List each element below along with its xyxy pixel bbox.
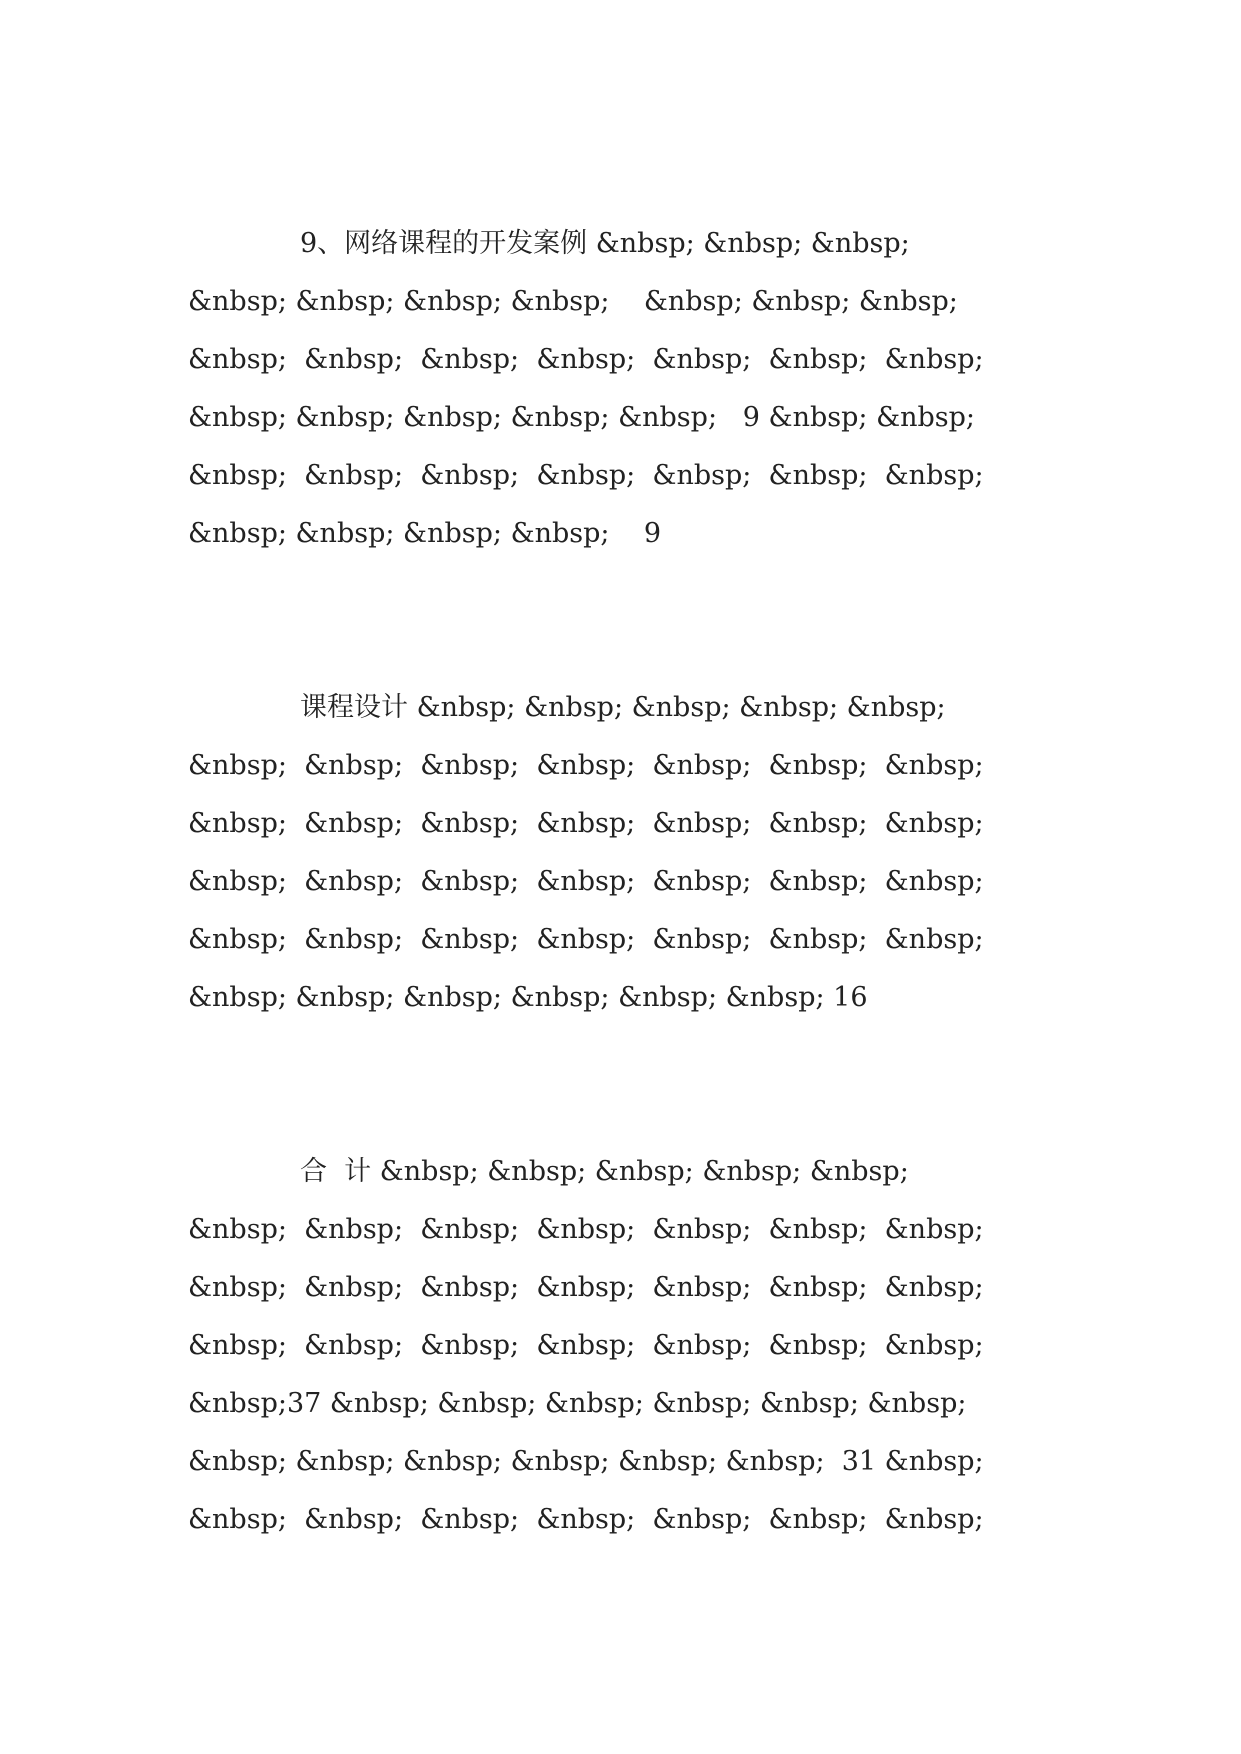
text-line: &nbsp; &nbsp; &nbsp; &nbsp; &nbsp; &nbsp; &nbsp; bbox=[188, 1214, 984, 1245]
text-line: &nbsp; &nbsp; &nbsp; &nbsp; &nbsp; &nbsp; 31 &nbsp; bbox=[188, 1446, 984, 1477]
paragraph-course-design bbox=[188, 679, 1068, 1027]
text-line: &nbsp; &nbsp; &nbsp; &nbsp; &nbsp; &nbsp; &nbsp; bbox=[188, 750, 984, 781]
text-line: &nbsp;37 &nbsp; &nbsp; &nbsp; &nbsp; &nbsp; &nbsp; bbox=[188, 1388, 967, 1419]
text-line: &nbsp; &nbsp; &nbsp; &nbsp; &nbsp; &nbsp; &nbsp; bbox=[188, 286, 958, 317]
text-line: &nbsp; &nbsp; &nbsp; &nbsp; &nbsp; &nbsp; &nbsp; bbox=[188, 1504, 984, 1535]
text-line: &nbsp; &nbsp; &nbsp; &nbsp; &nbsp; &nbsp; &nbsp; bbox=[188, 866, 984, 897]
paragraph-course-case bbox=[188, 215, 1068, 563]
paragraph-total bbox=[188, 1143, 1068, 1549]
text-line: &nbsp; &nbsp; &nbsp; &nbsp; &nbsp; &nbsp; &nbsp; bbox=[188, 924, 984, 955]
text-line: &nbsp; &nbsp; &nbsp; &nbsp; &nbsp; &nbsp; &nbsp; bbox=[188, 344, 984, 375]
text-line: 合 计 &nbsp; &nbsp; &nbsp; &nbsp; &nbsp; bbox=[300, 1156, 909, 1187]
text-line: &nbsp; &nbsp; &nbsp; &nbsp; &nbsp; &nbsp; 16 bbox=[188, 982, 868, 1013]
text-line: &nbsp; &nbsp; &nbsp; &nbsp; &nbsp; &nbsp; &nbsp; bbox=[188, 808, 984, 839]
text-line: &nbsp; &nbsp; &nbsp; &nbsp; &nbsp; &nbsp; &nbsp; bbox=[188, 1330, 984, 1361]
text-line: 9、网络课程的开发案例 &nbsp; &nbsp; &nbsp; bbox=[300, 228, 910, 259]
text-line: &nbsp; &nbsp; &nbsp; &nbsp; 9 bbox=[188, 518, 662, 549]
text-line: 课程设计 &nbsp; &nbsp; &nbsp; &nbsp; &nbsp; bbox=[300, 692, 946, 723]
text-line: &nbsp; &nbsp; &nbsp; &nbsp; &nbsp; &nbsp; &nbsp; bbox=[188, 1272, 984, 1303]
text-line: &nbsp; &nbsp; &nbsp; &nbsp; &nbsp; &nbsp; &nbsp; bbox=[188, 460, 984, 491]
text-line: &nbsp; &nbsp; &nbsp; &nbsp; &nbsp; 9 &nbsp; &nbsp; bbox=[188, 402, 976, 433]
